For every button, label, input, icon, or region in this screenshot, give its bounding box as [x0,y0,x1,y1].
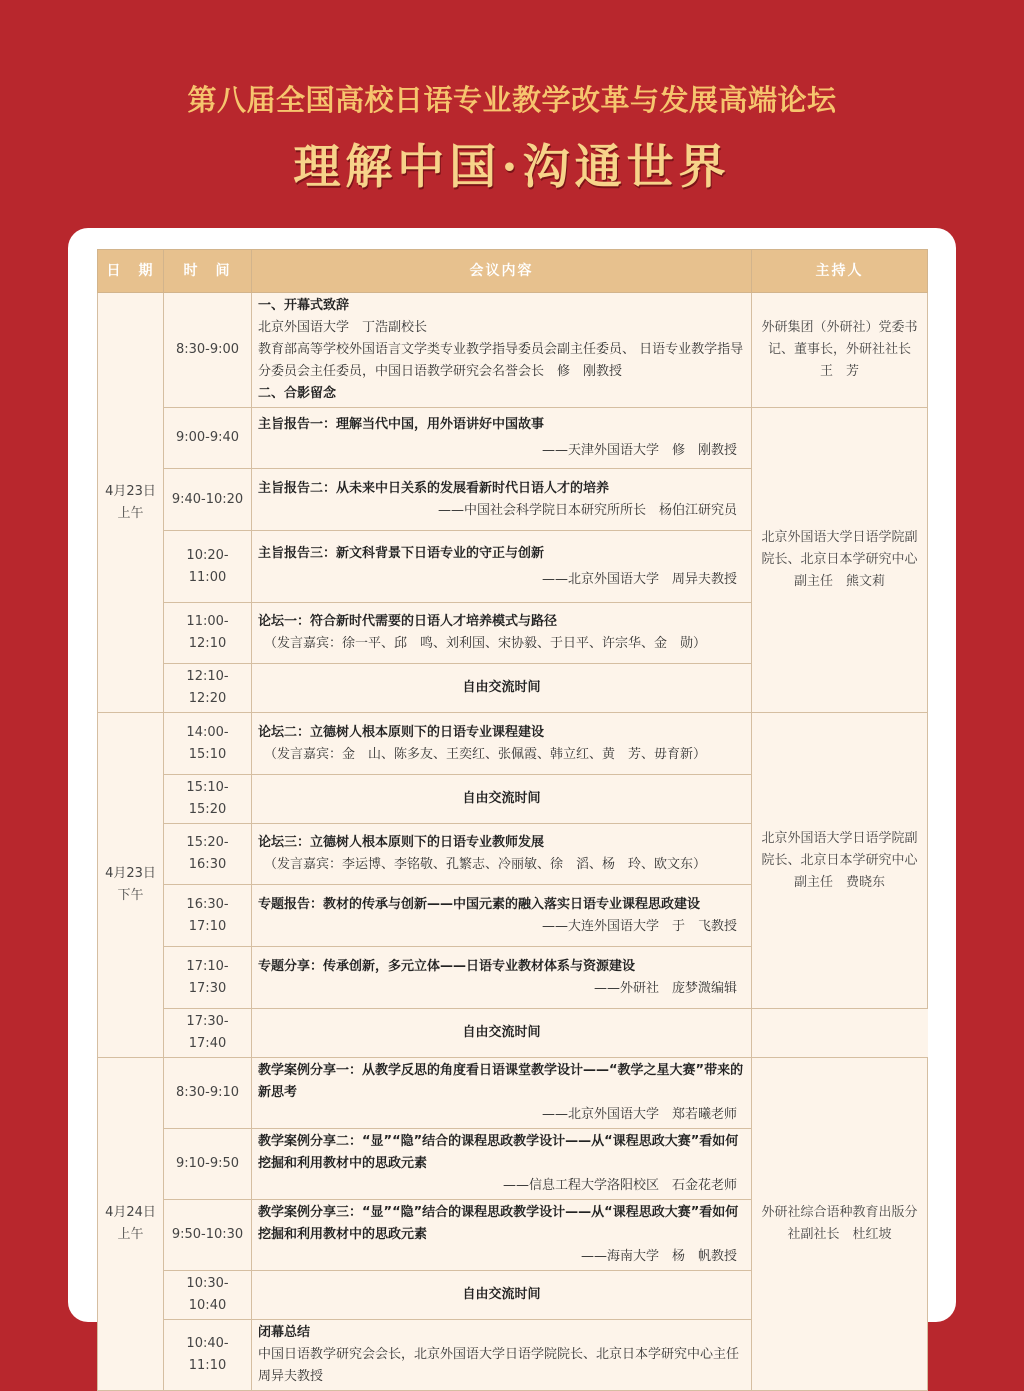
content-cell [252,947,752,1009]
session-title: 闭幕总结 [258,1325,311,1340]
table-row [98,1058,928,1129]
time-cell: 10:20-11:00 [164,531,252,603]
time-cell: 9:10-9:50 [164,1129,252,1200]
time-cell: 8:30-9:10 [164,1058,252,1129]
speaker-list: （发言嘉宾：李运博、李铭敬、孔繁志、冷丽敏、徐 滔、杨 玲、欧文东） [264,857,707,872]
date-cell: 4月24日 上午 [98,1058,164,1391]
time-cell: 17:30-17:40 [164,1009,252,1058]
break-cell: 自由交流时间 [252,1271,752,1320]
time-cell: 9:40-10:20 [164,469,252,531]
date-cell: 4月23日 上午 [98,293,164,713]
content-cell [252,1320,752,1391]
time-cell: 15:10-15:20 [164,775,252,824]
col-host: 主持人 [752,250,928,293]
time-cell: 14:00-15:10 [164,713,252,775]
session-title: 论坛一：符合新时代需要的日语人才培养模式与路径 [258,614,558,629]
date-cell: 4月23日 下午 [98,713,164,1058]
col-time: 时 间 [164,250,252,293]
host-cell: 外研社综合语种教育出版分社副社长 杜红坡 [752,1058,928,1391]
content-cell [252,408,752,469]
schedule-card [68,228,956,1384]
slogan: 理解中国·沟通世界 [293,140,731,195]
time-cell: 8:30-9:00 [164,293,252,408]
speaker-byline: ——中国社会科学院日本研究所所长 杨伯江研究员 [437,502,737,518]
time-cell: 12:10-12:20 [164,664,252,713]
time-cell: 10:30-10:40 [164,1271,252,1320]
content-cell [252,293,752,408]
content-cell [252,713,752,775]
time-cell: 9:50-10:30 [164,1200,252,1271]
session-title: 一、开幕式致辞 [258,298,350,313]
table-row [98,1009,928,1058]
col-date: 日 期 [98,250,164,293]
content-cell [252,1129,752,1200]
break-cell: 自由交流时间 [252,664,752,713]
page-title: 第八届全国高校日语专业教学改革与发展高端论坛 [187,83,837,117]
col-content: 会议内容 [252,250,752,293]
content-cell [252,531,752,603]
session-title: 主旨报告二：从未来中日关系的发展看新时代日语人才的培养 [258,480,610,496]
time-cell: 11:00-12:10 [164,603,252,664]
session-line: 北京外国语大学 丁浩副校长 [258,320,428,335]
time-cell: 15:20-16:30 [164,824,252,885]
content-cell [252,469,752,531]
time-cell: 17:10-17:30 [164,947,252,1009]
session-title: 教学案例分享三：“显”“隐”结合的课程思政教学设计——从“课程思政大赛”看如何挖掘和利用教材中的思政元素 [258,1205,739,1242]
session-title: 专题分享：传承创新，多元立体——日语专业教材体系与资源建设 [258,958,636,974]
session-title: 论坛三：立德树人根本原则下的日语专业教师发展 [258,835,545,850]
session-line: 教育部高等学校外国语言文学类专业教学指导委员会副主任委员、 日语专业教学指导分委员会主任委员，中国日语教学研究会名誉会长 修 刚教授 [258,342,744,379]
content-cell [252,1200,752,1271]
schedule-table [97,249,928,1391]
host-cell: 外研集团（外研社）党委书记、董事长，外研社社长 王 芳 [752,293,928,408]
speaker-list: （发言嘉宾：徐一平、邱 鸣、刘利国、宋协毅、于日平、许宗华、金 勋） [264,636,707,651]
session-title: 主旨报告三：新文科背景下日语专业的守正与创新 [258,545,545,561]
session-title: 论坛二：立德树人根本原则下的日语专业课程建设 [258,724,545,740]
speaker-byline: ——外研社 庞梦溦编辑 [593,980,737,996]
speaker-list: （发言嘉宾：金 山、陈多友、王奕红、张佩霞、韩立红、黄 芳、毋育新） [264,746,707,762]
speaker-byline: ——信息工程大学洛阳校区 石金花老师 [502,1178,737,1193]
break-cell: 自由交流时间 [252,775,752,824]
session-line: 中国日语教学研究会会长，北京外国语大学日语学院院长、北京日本学研究中心主任 周异夫教授 [258,1347,753,1384]
table-row [98,408,928,469]
table-row [98,293,928,408]
table-row [98,713,928,775]
session-title: 教学案例分享二：“显”“隐”结合的课程思政教学设计——从“课程思政大赛”看如何挖掘和利用教材中的思政元素 [258,1134,739,1171]
session-title: 专题报告：教材的传承与创新——中国元素的融入落实日语专业课程思政建设 [258,896,701,912]
time-cell: 10:40-11:10 [164,1320,252,1391]
time-cell: 9:00-9:40 [164,408,252,469]
speaker-byline: ——大连外国语大学 于 飞教授 [541,918,737,934]
content-cell [252,1058,752,1129]
speaker-byline: ——北京外国语大学 郑若曦老师 [541,1107,737,1122]
time-cell: 16:30-17:10 [164,885,252,947]
host-cell: 北京外国语大学日语学院副院长、北京日本学研究中心副主任 费晓东 [752,713,928,1009]
table-header-row [98,250,928,293]
host-cell: 北京外国语大学日语学院副院长、北京日本学研究中心副主任 熊文莉 [752,408,928,713]
session-title: 二、合影留念 [258,386,337,401]
content-cell [252,824,752,885]
session-title: 教学案例分享一：从教学反思的角度看日语课堂教学设计——“教学之星大赛”带来的新思考 [258,1063,744,1100]
speaker-byline: ——天津外国语大学 修 刚教授 [541,443,737,458]
session-title: 主旨报告一：理解当代中国，用外语讲好中国故事 [258,417,545,432]
speaker-byline: ——北京外国语大学 周异夫教授 [541,571,737,587]
speaker-byline: ——海南大学 杨 帆教授 [580,1249,737,1264]
break-cell: 自由交流时间 [252,1009,752,1058]
content-cell [252,603,752,664]
content-cell [252,885,752,947]
